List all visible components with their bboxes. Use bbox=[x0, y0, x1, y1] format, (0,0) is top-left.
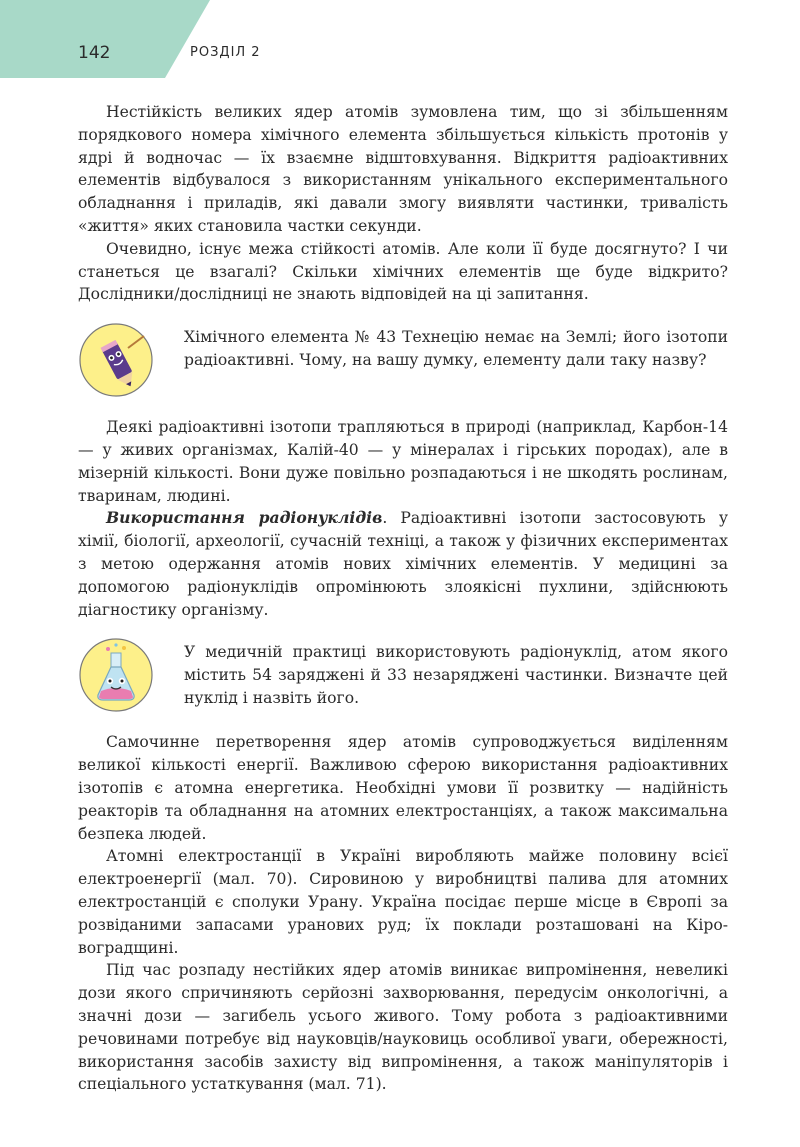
paragraph: Атомні електростанції в Україні виробляють майже половину всієї електроенергії (мал. 70). Сировиною у виробництві палива для атомних електростанцій є сполуки Урану. Україна посідає перше місце в Європі за розвіданими запасами уранових руд; їх поклади розташовані на Кіровоградщині. bbox=[78, 847, 728, 957]
paragraph-text: . Радіоактивні ізотопи застосовують у хімії, біології, археології, сучасній техніці, а також у фізичних експериментах з метою одержання атомів нових хімічних елементів. У медицині за допомогою радіонуклідів опромінюють злоякісні пухлини, здійснюють діагностику організму. bbox=[78, 509, 729, 619]
paragraph: Під час розпаду нестійких ядер атомів виникає випромінення, невеликі дози якого спричиняють серйозні захворювання, передусім онкологічні, а значні дози — загибель усього живого. Тому робота з радіоактивними речовинами потребує від науковців/науковиць особливої уваги, обережності, використання засобів захисту від випромінення, а також маніпуляторів і спеціального устаткування (мал. 71). bbox=[78, 961, 728, 1094]
paragraph: Очевидно, існує межа стійкості атомів. Але коли її буде досягнуто? І чи станеться це взагалі? Скільки хімічних елементів ще буде відкрито? Дослідники/дослідниці не знають відповідей на ці запитання. bbox=[78, 239, 728, 304]
paragraph bbox=[78, 507, 728, 621]
header-band bbox=[0, 0, 210, 78]
term-heading: Використання радіонуклідів bbox=[106, 508, 383, 528]
page-content bbox=[78, 101, 728, 1096]
paragraph: Деякі радіоактивні ізотопи трапляються в природі (наприклад, Карбон-14 — у живих організмах, Калій-40 — у мінералах і гірських породах), але в мізерній кількості. Вони дуже повільно розпадаються і не шкодять рослинам, тваринам, людині. bbox=[78, 418, 728, 505]
task-block bbox=[78, 641, 728, 713]
flask-mascot-icon bbox=[78, 637, 154, 713]
section-label: РОЗДІЛ 2 bbox=[190, 45, 261, 60]
task-text: У медичній практиці використовують радіонуклід, атом якого містить 54 заряджені й 33 незаряджені частинки. Визначте цей нуклід і назвіть його. bbox=[184, 643, 728, 707]
task-block bbox=[78, 326, 728, 398]
paragraph: Самочинне перетворення ядер атомів супроводжується виділенням великої кількості енергії. Важливою сферою використання радіоактивних ізотопів є атомна енергетика. Необхідні умови її розвитку — надійність реакторів та обладнання на атомних електростанціях, а також максимальна безпека людей. bbox=[78, 733, 728, 843]
pencil-mascot-icon bbox=[78, 322, 154, 398]
task-text: Хімічного елемента № 43 Технецію немає на Землі; його ізотопи радіоактивні. Чому, на вашу думку, елементу дали таку назву? bbox=[184, 328, 728, 369]
paragraph: Нестійкість великих ядер атомів зумовлена тим, що зі збільшенням порядкового номера хімічного елемента збільшується кількість протонів у ядрі й водночас — їх взаємне відштовхування. Відкриття радіоактивних елементів відбувалося з використанням унікального експериментального обладнання і приладів, які давали змогу виявляти частинки, тривалість «життя» яких становила частки секунди. bbox=[78, 103, 728, 235]
page-number: 142 bbox=[78, 43, 111, 63]
